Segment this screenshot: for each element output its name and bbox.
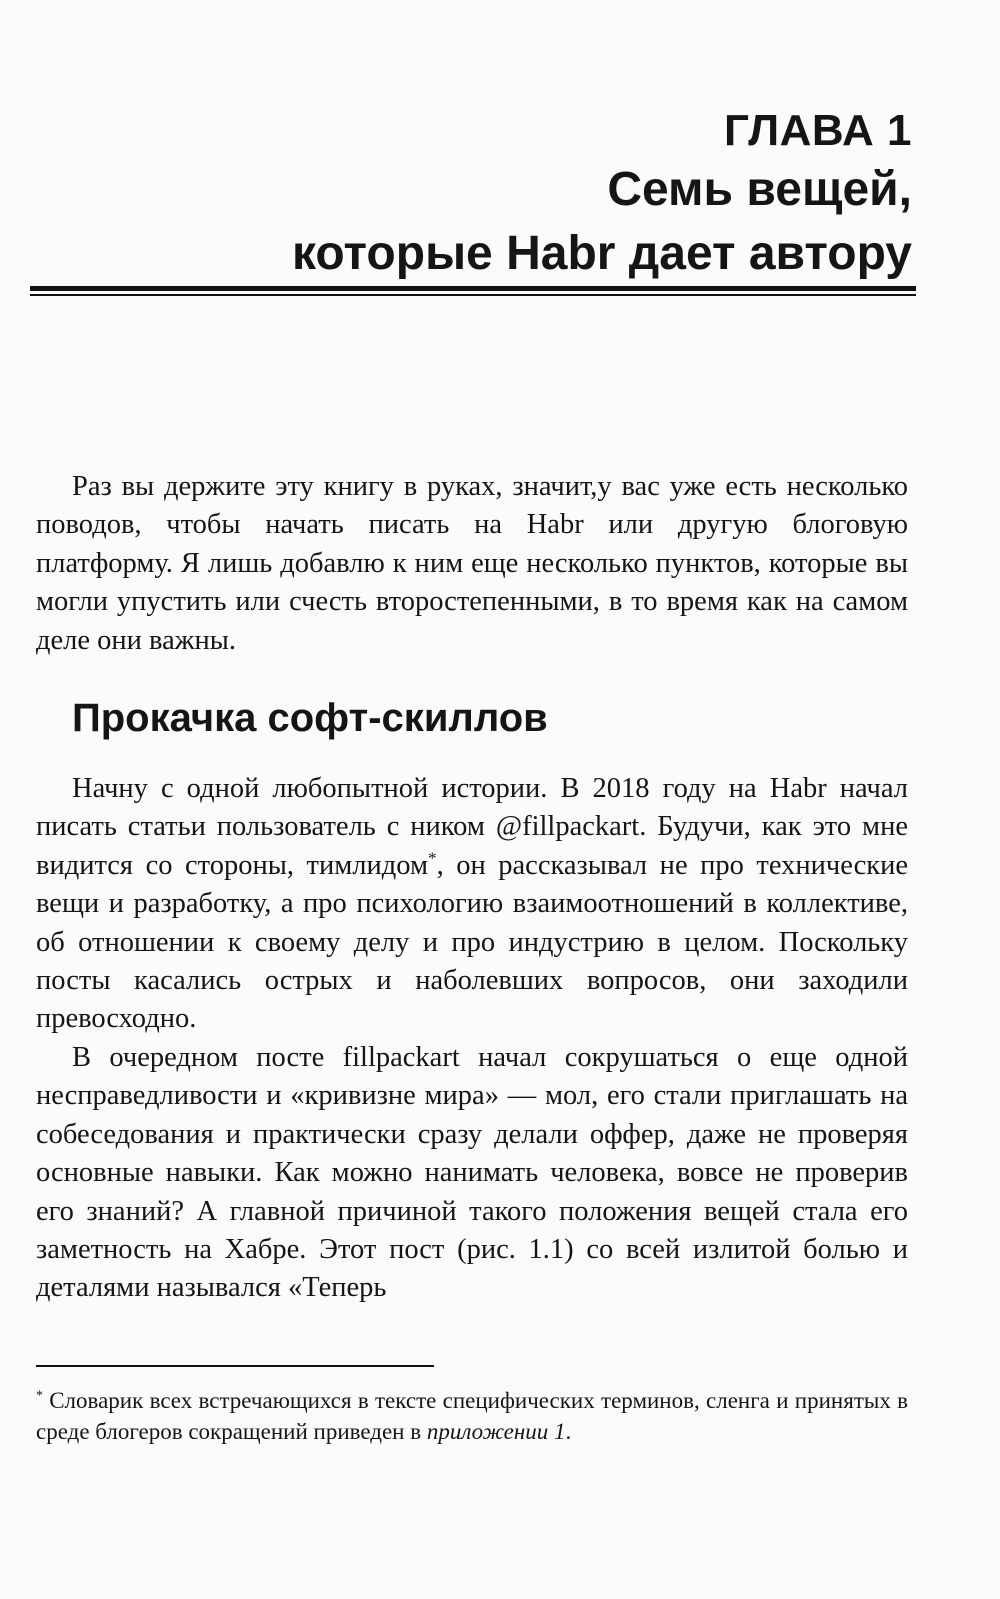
- body-paragraph-1: [36, 770, 908, 1039]
- footnote-end: .: [565, 1419, 572, 1444]
- appendix-reference: приложении 1: [426, 1419, 566, 1444]
- chapter-heading: [292, 104, 912, 286]
- paragraph-text: Начну с одной любопытной истории. В 2018 году на Habr начал писать статьи пользователь с ником @fillpackart. Будучи, как это мне видится со стороны, тимлидом: [36, 773, 908, 881]
- footnote-rule: [36, 1365, 434, 1367]
- footnote-text: Словарик всех встречающихся в тексте специфических терминов, сленга и принятых в среде блогеров сокращений приведен в: [36, 1388, 908, 1444]
- chapter-rule-thick: [30, 286, 916, 291]
- chapter-label: ГЛАВА 1: [723, 106, 912, 155]
- paragraph-text: , он рассказывал не про технические вещи и разработку, а про психологию взаимоотношений в коллективе, об отношении к своему делу и про индустрию в целом. Поскольку посты касались острых и наболевших вопросов, они заходили превосходно.: [36, 849, 908, 1035]
- footnote-mark: *: [428, 848, 437, 868]
- chapter-title-line-2: которые Habr дает автору: [292, 227, 912, 280]
- chapter-rule-thin: [30, 294, 916, 296]
- footnote: [36, 1385, 908, 1447]
- body-paragraph-2: В очередном посте fillpackart начал сокрушаться о еще одной несправедливости и «кривизне мира» — мол, его стали приглашать на собеседования и практически сразу делали оффер, даже не проверяя основные навыки. Как можно нанимать человека, вовсе не проверив его знаний? А главной причиной такого положения вещей стала его заметность на Хабре. Этот пост (рис. 1.1) со всей излитой болью и деталями назывался «Теперь: [36, 1042, 908, 1304]
- intro-paragraph: Раз вы держите эту книгу в руках, значит,у вас уже есть несколько поводов, чтобы начать писать на Habr или другую блоговую платформу. Я лишь добавлю к ним еще несколько пунктов, которые вы могли упустить или счесть второстепенными, в то время как на самом деле они важны.: [36, 471, 908, 656]
- footnote-mark: *: [36, 1387, 43, 1403]
- section-heading: Прокачка софт-скиллов: [72, 696, 548, 740]
- chapter-title-line-1: Семь вещей,: [607, 163, 912, 216]
